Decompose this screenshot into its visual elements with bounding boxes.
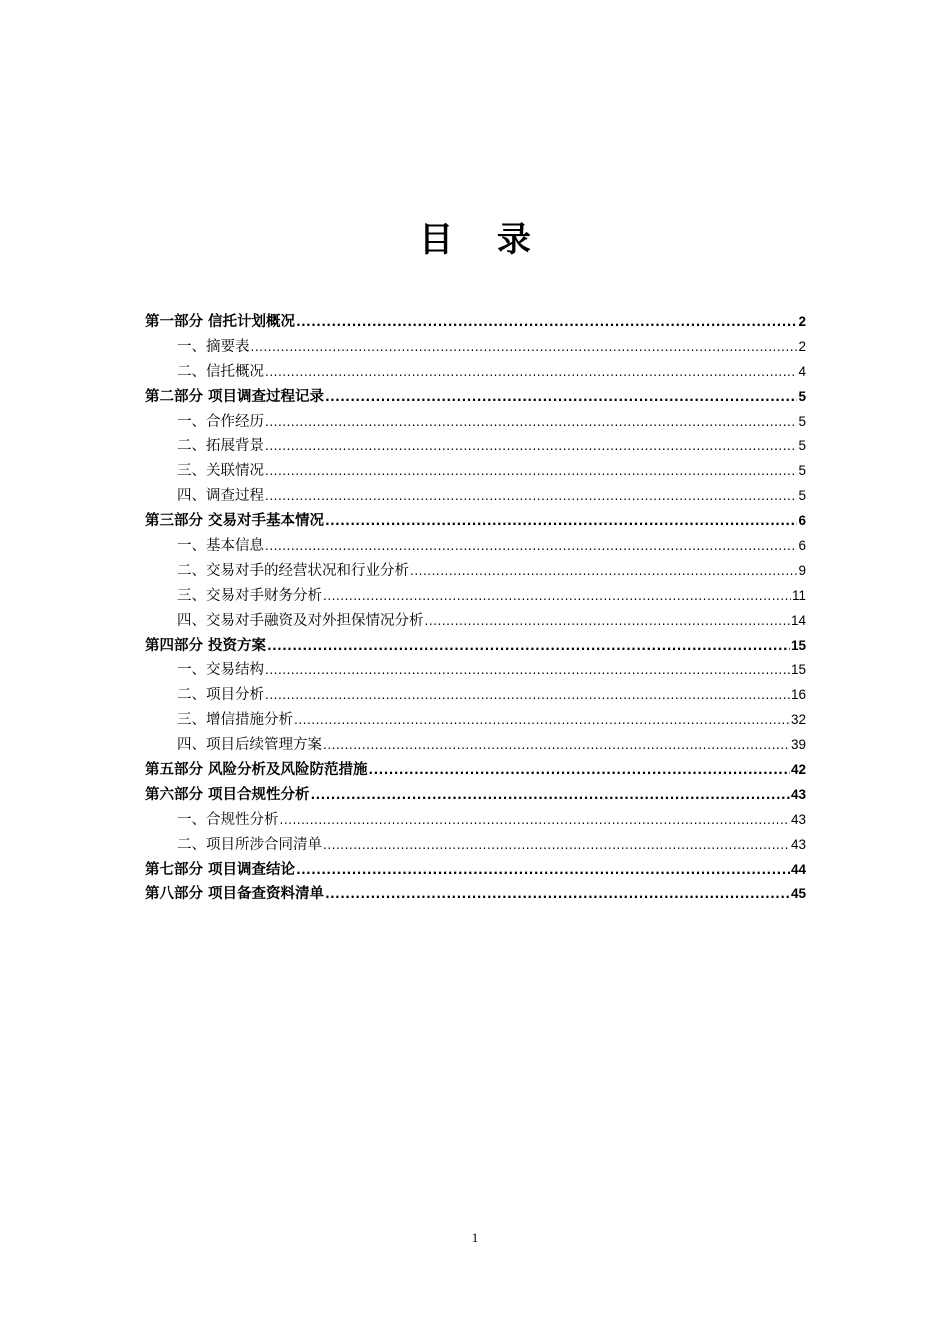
toc-section-entry[interactable]: [145, 634, 806, 659]
toc-entry-page: 2: [798, 338, 806, 354]
toc-entry-page: 11: [791, 587, 806, 603]
toc-entry-label: 一、合作经历: [177, 413, 264, 430]
toc-entry-label: 二、项目分析: [177, 687, 264, 704]
toc-subsection-entry[interactable]: [145, 733, 806, 758]
toc-dot-leader: [265, 683, 790, 708]
toc-entry-page: 42: [790, 762, 806, 778]
table-of-contents: [145, 310, 806, 907]
toc-dot-leader: [311, 783, 790, 808]
toc-dot-leader: [325, 882, 790, 907]
toc-section-entry[interactable]: [145, 758, 806, 783]
toc-subsection-entry[interactable]: [145, 658, 806, 683]
toc-entry-page: 5: [798, 488, 806, 504]
toc-entry-page: 2: [798, 314, 806, 329]
toc-entry-page: 5: [798, 388, 806, 404]
toc-entry-page: 4: [798, 363, 806, 379]
toc-entry-page: 5: [798, 463, 806, 479]
toc-entry-label: 二、拓展背景: [177, 438, 264, 455]
toc-entry-page: 43: [790, 811, 806, 827]
toc-entry-label: 三、增信措施分析: [177, 712, 293, 729]
toc-entry-label: 四、项目后续管理方案: [177, 737, 322, 754]
toc-entry-page: 5: [798, 438, 806, 454]
toc-subsection-entry[interactable]: [145, 683, 806, 708]
toc-subsection-entry[interactable]: [145, 484, 806, 509]
toc-dot-leader: [323, 584, 791, 609]
toc-entry-label: 四、调查过程: [177, 488, 264, 505]
toc-subsection-entry[interactable]: [145, 559, 806, 584]
toc-entry-page: 44: [790, 861, 806, 877]
toc-subsection-entry[interactable]: [145, 534, 806, 559]
toc-subsection-entry[interactable]: [145, 833, 806, 858]
toc-dot-leader: [323, 833, 790, 858]
toc-dot-leader: [265, 459, 797, 484]
toc-dot-leader: [410, 559, 797, 584]
toc-entry-page: 43: [790, 786, 806, 802]
toc-section-entry[interactable]: [145, 783, 806, 808]
toc-entry-label: 二、信托概况: [177, 363, 264, 380]
toc-entry-page: 15: [790, 662, 806, 678]
page-title: 目 录: [419, 220, 547, 260]
toc-entry-label: 第六部分 项目合规性分析: [145, 786, 310, 803]
toc-entry-page: 9: [798, 562, 806, 578]
toc-dot-leader: [265, 434, 797, 459]
toc-dot-leader: [265, 410, 797, 435]
toc-entry-label: 三、交易对手财务分析: [177, 587, 322, 604]
toc-dot-leader: [265, 484, 797, 509]
toc-subsection-entry[interactable]: [145, 335, 806, 360]
toc-section-entry[interactable]: [145, 310, 806, 335]
toc-dot-leader: [296, 858, 790, 883]
toc-dot-leader: [251, 335, 798, 360]
toc-subsection-entry[interactable]: [145, 434, 806, 459]
toc-subsection-entry[interactable]: [145, 360, 806, 385]
toc-entry-label: 第五部分 风险分析及风险防范措施: [145, 762, 368, 779]
toc-entry-page: 45: [790, 886, 806, 902]
toc-entry-page: 14: [790, 612, 806, 628]
toc-subsection-entry[interactable]: [145, 808, 806, 833]
toc-entry-label: 二、项目所涉合同清单: [177, 836, 322, 853]
toc-entry-label: 三、关联情况: [177, 463, 264, 480]
toc-dot-leader: [425, 609, 790, 634]
toc-entry-label: 第一部分 信托计划概况: [145, 314, 296, 330]
toc-entry-label: 一、基本信息: [177, 538, 264, 555]
toc-entry-label: 一、交易结构: [177, 662, 264, 679]
toc-subsection-entry[interactable]: [145, 584, 806, 609]
toc-entry-page: 6: [798, 538, 806, 554]
toc-entry-page: 6: [798, 513, 806, 529]
toc-dot-leader: [294, 708, 790, 733]
toc-subsection-entry[interactable]: [145, 459, 806, 484]
toc-entry-label: 第四部分 投资方案: [145, 637, 267, 654]
toc-dot-leader: [265, 534, 797, 559]
toc-dot-leader: [265, 360, 797, 385]
toc-section-entry[interactable]: [145, 385, 806, 410]
toc-dot-leader: [296, 310, 797, 335]
toc-section-entry[interactable]: [145, 882, 806, 907]
toc-dot-leader: [323, 733, 790, 758]
toc-entry-label: 四、交易对手融资及对外担保情况分析: [177, 612, 424, 629]
toc-entry-page: 43: [790, 836, 806, 852]
toc-section-entry[interactable]: [145, 858, 806, 883]
toc-dot-leader: [325, 385, 797, 410]
toc-entry-page: 15: [790, 637, 806, 653]
toc-dot-leader: [267, 634, 790, 659]
toc-subsection-entry[interactable]: [145, 609, 806, 634]
page-number: 1: [471, 1230, 479, 1245]
toc-entry-page: 5: [798, 413, 806, 429]
toc-dot-leader: [280, 808, 790, 833]
toc-entry-page: 16: [790, 687, 806, 703]
toc-entry-label: 二、交易对手的经营状况和行业分析: [177, 562, 409, 579]
toc-subsection-entry[interactable]: [145, 708, 806, 733]
toc-section-entry[interactable]: [145, 509, 806, 534]
toc-entry-label: 第七部分 项目调查结论: [145, 861, 296, 878]
toc-entry-page: 32: [790, 712, 806, 728]
toc-entry-label: 一、摘要表: [177, 338, 250, 355]
toc-entry-label: 第八部分 项目备查资料清单: [145, 886, 325, 903]
toc-dot-leader: [265, 658, 790, 683]
toc-subsection-entry[interactable]: [145, 410, 806, 435]
toc-entry-page: 39: [790, 737, 806, 753]
toc-entry-label: 第三部分 交易对手基本情况: [145, 513, 325, 530]
toc-dot-leader: [325, 509, 797, 534]
toc-entry-label: 第二部分 项目调查过程记录: [145, 388, 325, 405]
toc-entry-label: 一、合规性分析: [177, 811, 279, 828]
toc-dot-leader: [369, 758, 790, 783]
